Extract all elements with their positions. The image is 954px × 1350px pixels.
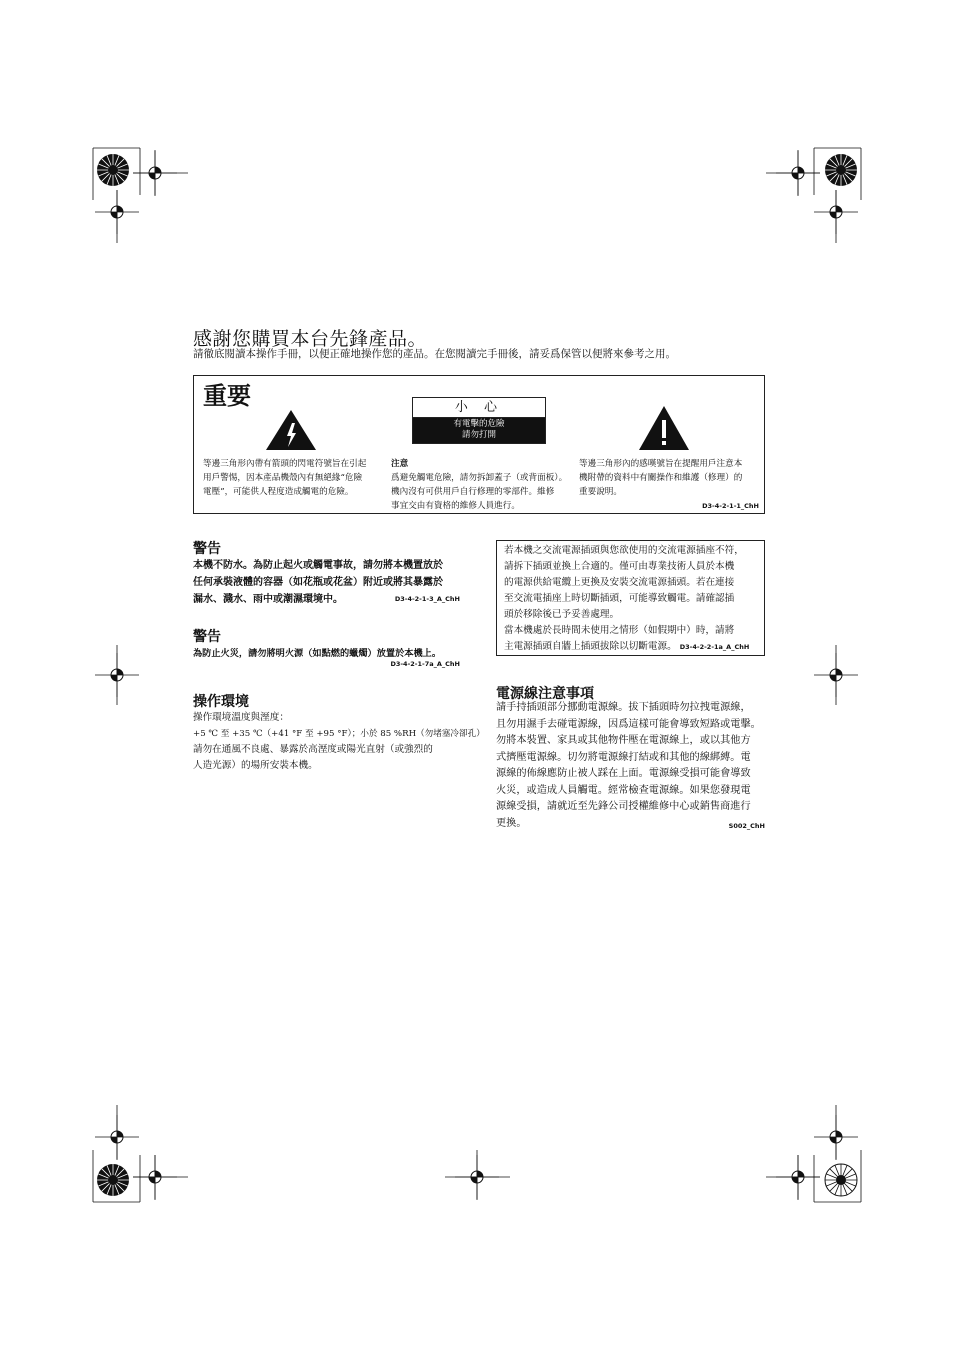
warning-1-code: D3-4-2-1-3_A_ChH: [394, 595, 460, 603]
caution-label: 小 心: [413, 398, 545, 418]
warning-text-2: 為防止火災，請勿將明火源（如點燃的蠟燭）放置於本機上。: [193, 648, 442, 659]
warning-1-line: 本機不防水。為防止起火或觸電事故，請勿將本機置放於: [193, 560, 443, 571]
warning-heading-1: 警告: [193, 541, 221, 557]
lightning-desc-line: 用戶警惕，因本產品機殼內有無絕緣“危險: [203, 473, 363, 483]
environment-line: 請勿在通風不良處、暴露於高溼度或陽光直射（或強烈的: [193, 744, 433, 755]
exclamation-warning-icon: [638, 405, 690, 451]
caution-label-panel: [412, 397, 546, 444]
exclamation-description: [579, 457, 761, 499]
plug-note-line: 請拆下插頭並換上合適的。僅可由專業技術人員於本機: [504, 561, 735, 572]
caution-desc-line: 機內沒有可供用戶自行修理的零部件。維修: [391, 487, 555, 497]
environment-heading: 操作環境: [193, 694, 249, 710]
page-title: 感謝您購買本台先鋒產品。: [193, 328, 428, 350]
power-cord-text: [496, 700, 768, 832]
plug-note-code: D3-4-2-2-1a_A_ChH: [679, 643, 750, 651]
caution-line-1: 有電擊的危險: [453, 419, 505, 429]
environment-line: 操作環境溫度與溼度：: [193, 712, 289, 723]
environment-line: 人造光源）的場所安裝本機。: [193, 760, 318, 771]
caution-desc-line: 爲避免觸電危險，請勿拆卸蓋子（或背面板）。: [391, 473, 568, 483]
warning-2-code: D3-4-2-1-7a_A_ChH: [390, 660, 460, 668]
exclamation-desc-line: 重要說明。: [579, 487, 622, 497]
environment-text: [193, 710, 485, 774]
plug-note-line: 至交流電插座上時切斷插頭，可能導致觸電。請確認插: [504, 593, 735, 604]
power-cord-line: 請手持插頭部分挪動電源線。拔下插頭時勿拉拽電源線，: [496, 702, 751, 713]
power-cord-line: 源線的佈線應防止被人踩在上面。電源線受損可能會導致: [496, 768, 751, 779]
power-cord-line: 且勿用濕手去碰電源線，因爲這樣可能會導致短路或電擊。: [496, 718, 761, 730]
warning-heading-2: 警告: [193, 629, 221, 645]
caution-desc-line: 事宜交由有資格的維修人員進行。: [391, 501, 520, 511]
caution-line-2: 請勿打開: [461, 430, 496, 440]
exclamation-desc-line: 機附帶的資料中有關操作和維護（修理）的: [579, 473, 743, 483]
plug-note-text: [504, 543, 762, 655]
lightning-desc-line: 電壓”，可能供人程度造成觸電的危險。: [203, 487, 354, 497]
power-cord-heading: 電源線注意事項: [496, 686, 594, 702]
lightning-warning-icon: [265, 409, 317, 451]
caution-description: [391, 457, 573, 513]
power-cord-line: 勿將本裝置、家具或其他物件壓在電源線上，或以其他方: [496, 735, 751, 746]
caution-desc-label: 注意: [391, 459, 409, 469]
power-cord-line: 更換。: [496, 817, 527, 829]
power-cord-line: 火災，或造成人員觸電。經常檢查電源線。如果您發現電: [496, 784, 751, 796]
warning-1-line: 漏水、濺水、雨中或潮濕環境中。: [193, 594, 343, 605]
power-cord-line: 源線受損，請就近至先鋒公司授權維修中心或銷售商進行: [496, 801, 751, 812]
exclamation-desc-line: 等邊三角形內的感嘆號旨在提醒用戶注意本: [579, 459, 743, 469]
lightning-desc-line: 等邊三角形內帶有箭頭的閃電符號旨在引起: [203, 459, 367, 469]
power-cord-line: 式擠壓電源線。切勿將電源線打結或和其他的線綁縛。電: [496, 751, 751, 763]
plug-note-line: 頭於移除後已予妥善處理。: [504, 609, 620, 620]
warning-1-line: 任何承裝液體的容器（如花瓶或花盆）附近或將其暴露於: [193, 577, 443, 588]
plug-note-line: 主電源插頭自牆上插頭拔除以切斷電源。: [504, 641, 677, 652]
important-heading: 重要: [203, 381, 251, 410]
caution-warning-text: [413, 418, 545, 443]
page-subtitle: 請徹底閱讀本操作手冊，以便正確地操作您的產品。在您閱讀完手冊後，請妥爲保管以便將來參考之用。: [193, 348, 676, 360]
plug-note-line: 若本機之交流電源插頭與您欲使用的交流電源插座不符，: [504, 545, 744, 556]
plug-note-line: 當本機處於長時間未使用之情形（如假期中）時，請將: [504, 625, 735, 636]
power-cord-code: S002_ChH: [728, 822, 765, 830]
environment-line: +5 ℃ 至 +35 ℃（+41 °F 至 +95 °F）；小於 85 %RH（勿堵塞冷卻孔）: [193, 729, 485, 739]
important-code: D3-4-2-1-1_ChH: [702, 502, 759, 510]
plug-note-last-line: [504, 639, 762, 655]
lightning-description: [203, 457, 388, 499]
plug-note-line: 的電源供給電纜上更換及安裝交流電源插頭。若在連接: [504, 577, 735, 588]
